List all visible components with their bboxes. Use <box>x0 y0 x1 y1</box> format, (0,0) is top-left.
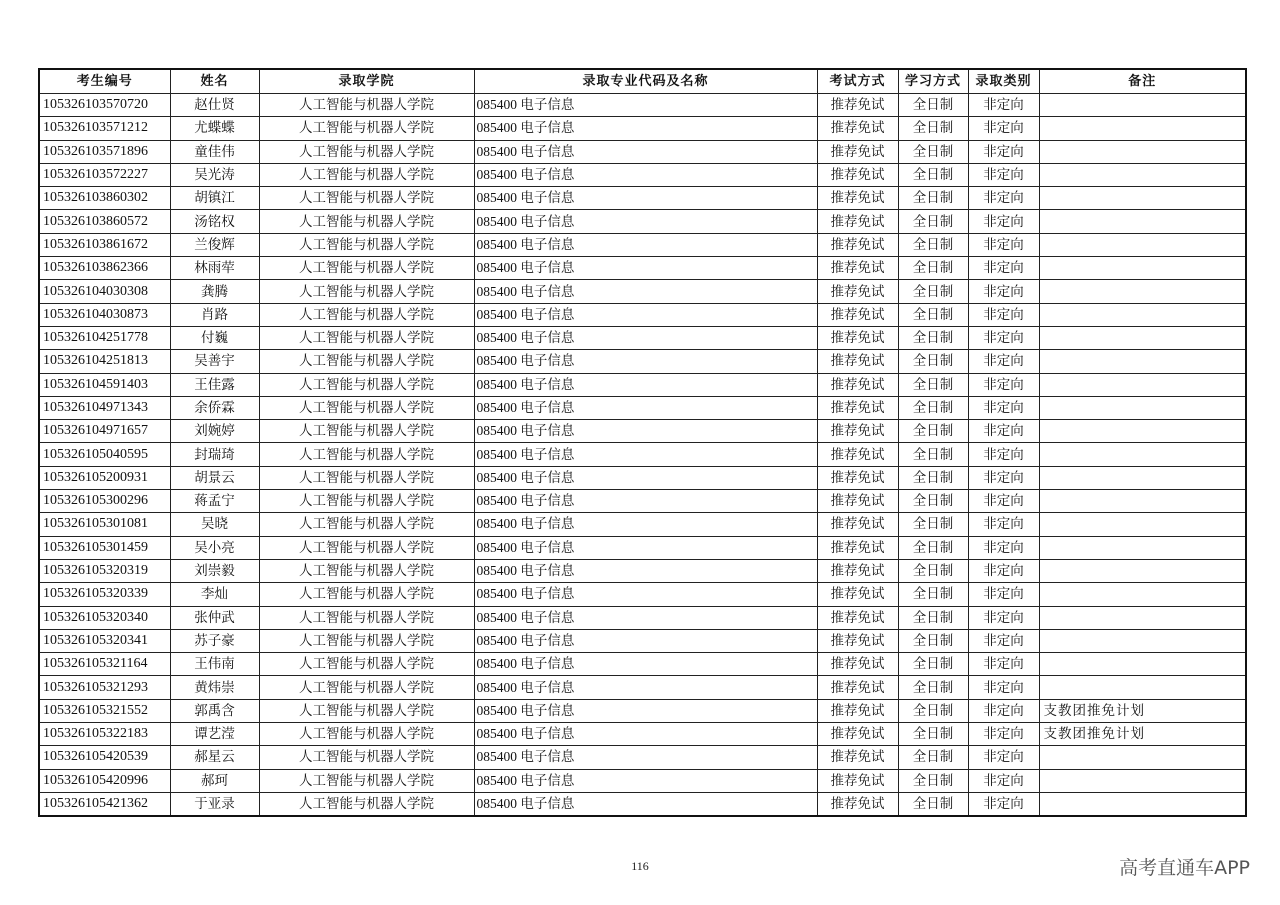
name-cell: 郭禹含 <box>170 699 259 722</box>
college-cell: 人工智能与机器人学院 <box>259 466 474 489</box>
table-row <box>39 280 1246 303</box>
candidate-id-cell: 105326105420996 <box>39 769 170 792</box>
college-cell: 人工智能与机器人学院 <box>259 490 474 513</box>
name-cell: 苏子豪 <box>170 629 259 652</box>
remarks-cell <box>1039 326 1246 349</box>
candidate-id-cell: 105326105301459 <box>39 536 170 559</box>
table-row <box>39 140 1246 163</box>
exam-type-cell: 推荐免试 <box>817 792 898 816</box>
table-row <box>39 676 1246 699</box>
exam-type-cell: 推荐免试 <box>817 326 898 349</box>
exam-type-cell: 推荐免试 <box>817 769 898 792</box>
candidate-id-cell: 105326104030308 <box>39 280 170 303</box>
name-cell: 黄炜崇 <box>170 676 259 699</box>
major-cell: 085400 电子信息 <box>474 466 817 489</box>
category-cell: 非定向 <box>968 420 1039 443</box>
category-cell: 非定向 <box>968 257 1039 280</box>
name-cell: 刘婉婷 <box>170 420 259 443</box>
exam-type-cell: 推荐免试 <box>817 723 898 746</box>
candidate-id-cell: 105326105420539 <box>39 746 170 769</box>
candidate-id-cell: 105326105320340 <box>39 606 170 629</box>
exam-type-cell: 推荐免试 <box>817 466 898 489</box>
college-cell: 人工智能与机器人学院 <box>259 536 474 559</box>
college-cell: 人工智能与机器人学院 <box>259 769 474 792</box>
category-cell: 非定向 <box>968 653 1039 676</box>
name-cell: 于亚录 <box>170 792 259 816</box>
header-category: 录取类别 <box>968 69 1039 94</box>
remarks-cell: 支教团推免计划 <box>1039 699 1246 722</box>
candidate-id-cell: 105326104251813 <box>39 350 170 373</box>
exam-type-cell: 推荐免试 <box>817 583 898 606</box>
name-cell: 郝星云 <box>170 746 259 769</box>
major-cell: 085400 电子信息 <box>474 769 817 792</box>
remarks-cell <box>1039 187 1246 210</box>
major-cell: 085400 电子信息 <box>474 629 817 652</box>
header-exam-type: 考试方式 <box>817 69 898 94</box>
remarks-cell <box>1039 466 1246 489</box>
candidate-id-cell: 105326103860572 <box>39 210 170 233</box>
candidate-id-cell: 105326103572227 <box>39 163 170 186</box>
remarks-cell <box>1039 303 1246 326</box>
header-remarks: 备注 <box>1039 69 1246 94</box>
candidate-id-cell: 105326105040595 <box>39 443 170 466</box>
table-row <box>39 420 1246 443</box>
study-mode-cell: 全日制 <box>898 140 968 163</box>
study-mode-cell: 全日制 <box>898 373 968 396</box>
major-cell: 085400 电子信息 <box>474 536 817 559</box>
table-row <box>39 233 1246 256</box>
major-cell: 085400 电子信息 <box>474 513 817 536</box>
category-cell: 非定向 <box>968 676 1039 699</box>
college-cell: 人工智能与机器人学院 <box>259 280 474 303</box>
study-mode-cell: 全日制 <box>898 629 968 652</box>
candidate-id-cell: 105326105321293 <box>39 676 170 699</box>
remarks-cell <box>1039 117 1246 140</box>
major-cell: 085400 电子信息 <box>474 653 817 676</box>
remarks-cell: 支教团推免计划 <box>1039 723 1246 746</box>
college-cell: 人工智能与机器人学院 <box>259 443 474 466</box>
remarks-cell <box>1039 373 1246 396</box>
table-row <box>39 490 1246 513</box>
remarks-cell <box>1039 443 1246 466</box>
category-cell: 非定向 <box>968 233 1039 256</box>
exam-type-cell: 推荐免试 <box>817 373 898 396</box>
study-mode-cell: 全日制 <box>898 350 968 373</box>
table-row <box>39 257 1246 280</box>
college-cell: 人工智能与机器人学院 <box>259 513 474 536</box>
remarks-cell <box>1039 559 1246 582</box>
candidate-id-cell: 105326105421362 <box>39 792 170 816</box>
college-cell: 人工智能与机器人学院 <box>259 420 474 443</box>
study-mode-cell: 全日制 <box>898 676 968 699</box>
remarks-cell <box>1039 583 1246 606</box>
candidate-id-cell: 105326105300296 <box>39 490 170 513</box>
category-cell: 非定向 <box>968 699 1039 722</box>
category-cell: 非定向 <box>968 466 1039 489</box>
category-cell: 非定向 <box>968 769 1039 792</box>
college-cell: 人工智能与机器人学院 <box>259 606 474 629</box>
exam-type-cell: 推荐免试 <box>817 443 898 466</box>
name-cell: 童佳伟 <box>170 140 259 163</box>
name-cell: 吴光涛 <box>170 163 259 186</box>
candidate-id-cell: 105326105301081 <box>39 513 170 536</box>
candidate-id-cell: 105326104030873 <box>39 303 170 326</box>
name-cell: 王佳露 <box>170 373 259 396</box>
major-cell: 085400 电子信息 <box>474 396 817 419</box>
table-row <box>39 723 1246 746</box>
name-cell: 王伟南 <box>170 653 259 676</box>
table-row <box>39 769 1246 792</box>
exam-type-cell: 推荐免试 <box>817 140 898 163</box>
table-row <box>39 94 1246 117</box>
exam-type-cell: 推荐免试 <box>817 746 898 769</box>
major-cell: 085400 电子信息 <box>474 676 817 699</box>
candidate-id-cell: 105326103860302 <box>39 187 170 210</box>
name-cell: 胡景云 <box>170 466 259 489</box>
exam-type-cell: 推荐免试 <box>817 420 898 443</box>
table-row <box>39 606 1246 629</box>
major-cell: 085400 电子信息 <box>474 163 817 186</box>
study-mode-cell: 全日制 <box>898 396 968 419</box>
exam-type-cell: 推荐免试 <box>817 163 898 186</box>
candidate-id-cell: 105326105320319 <box>39 559 170 582</box>
category-cell: 非定向 <box>968 373 1039 396</box>
name-cell: 郝珂 <box>170 769 259 792</box>
candidate-id-cell: 105326104591403 <box>39 373 170 396</box>
college-cell: 人工智能与机器人学院 <box>259 117 474 140</box>
study-mode-cell: 全日制 <box>898 559 968 582</box>
college-cell: 人工智能与机器人学院 <box>259 140 474 163</box>
college-cell: 人工智能与机器人学院 <box>259 746 474 769</box>
candidate-id-cell: 105326105320341 <box>39 629 170 652</box>
name-cell: 刘崇毅 <box>170 559 259 582</box>
exam-type-cell: 推荐免试 <box>817 536 898 559</box>
study-mode-cell: 全日制 <box>898 257 968 280</box>
category-cell: 非定向 <box>968 792 1039 816</box>
remarks-cell <box>1039 769 1246 792</box>
table-row <box>39 536 1246 559</box>
exam-type-cell: 推荐免试 <box>817 233 898 256</box>
college-cell: 人工智能与机器人学院 <box>259 373 474 396</box>
table-row <box>39 326 1246 349</box>
study-mode-cell: 全日制 <box>898 466 968 489</box>
name-cell: 李灿 <box>170 583 259 606</box>
study-mode-cell: 全日制 <box>898 723 968 746</box>
table-row <box>39 350 1246 373</box>
college-cell: 人工智能与机器人学院 <box>259 583 474 606</box>
study-mode-cell: 全日制 <box>898 117 968 140</box>
remarks-cell <box>1039 490 1246 513</box>
college-cell: 人工智能与机器人学院 <box>259 792 474 816</box>
exam-type-cell: 推荐免试 <box>817 490 898 513</box>
exam-type-cell: 推荐免试 <box>817 396 898 419</box>
remarks-cell <box>1039 163 1246 186</box>
major-cell: 085400 电子信息 <box>474 117 817 140</box>
exam-type-cell: 推荐免试 <box>817 94 898 117</box>
name-cell: 汤铭权 <box>170 210 259 233</box>
major-cell: 085400 电子信息 <box>474 583 817 606</box>
category-cell: 非定向 <box>968 94 1039 117</box>
exam-type-cell: 推荐免试 <box>817 280 898 303</box>
college-cell: 人工智能与机器人学院 <box>259 187 474 210</box>
major-cell: 085400 电子信息 <box>474 792 817 816</box>
college-cell: 人工智能与机器人学院 <box>259 676 474 699</box>
category-cell: 非定向 <box>968 536 1039 559</box>
candidate-id-cell: 105326105321552 <box>39 699 170 722</box>
table-row <box>39 163 1246 186</box>
major-cell: 085400 电子信息 <box>474 606 817 629</box>
remarks-cell <box>1039 280 1246 303</box>
major-cell: 085400 电子信息 <box>474 350 817 373</box>
candidate-id-cell: 105326103861672 <box>39 233 170 256</box>
remarks-cell <box>1039 210 1246 233</box>
study-mode-cell: 全日制 <box>898 653 968 676</box>
remarks-cell <box>1039 257 1246 280</box>
remarks-cell <box>1039 140 1246 163</box>
category-cell: 非定向 <box>968 303 1039 326</box>
major-cell: 085400 电子信息 <box>474 303 817 326</box>
study-mode-cell: 全日制 <box>898 233 968 256</box>
study-mode-cell: 全日制 <box>898 583 968 606</box>
study-mode-cell: 全日制 <box>898 326 968 349</box>
remarks-cell <box>1039 513 1246 536</box>
major-cell: 085400 电子信息 <box>474 233 817 256</box>
header-name: 姓名 <box>170 69 259 94</box>
remarks-cell <box>1039 676 1246 699</box>
table-row <box>39 746 1246 769</box>
remarks-cell <box>1039 629 1246 652</box>
major-cell: 085400 电子信息 <box>474 490 817 513</box>
category-cell: 非定向 <box>968 140 1039 163</box>
table-header-row <box>39 69 1246 94</box>
exam-type-cell: 推荐免试 <box>817 187 898 210</box>
candidate-id-cell: 105326103571212 <box>39 117 170 140</box>
major-cell: 085400 电子信息 <box>474 746 817 769</box>
major-cell: 085400 电子信息 <box>474 559 817 582</box>
candidate-id-cell: 105326103571896 <box>39 140 170 163</box>
remarks-cell <box>1039 746 1246 769</box>
header-candidate-id: 考生编号 <box>39 69 170 94</box>
name-cell: 封瑞琦 <box>170 443 259 466</box>
header-study-mode: 学习方式 <box>898 69 968 94</box>
major-cell: 085400 电子信息 <box>474 443 817 466</box>
category-cell: 非定向 <box>968 396 1039 419</box>
name-cell: 吴善宇 <box>170 350 259 373</box>
study-mode-cell: 全日制 <box>898 536 968 559</box>
name-cell: 付巍 <box>170 326 259 349</box>
college-cell: 人工智能与机器人学院 <box>259 233 474 256</box>
college-cell: 人工智能与机器人学院 <box>259 699 474 722</box>
category-cell: 非定向 <box>968 350 1039 373</box>
category-cell: 非定向 <box>968 187 1039 210</box>
category-cell: 非定向 <box>968 443 1039 466</box>
name-cell: 肖路 <box>170 303 259 326</box>
name-cell: 吴小亮 <box>170 536 259 559</box>
study-mode-cell: 全日制 <box>898 94 968 117</box>
candidate-id-cell: 105326105322183 <box>39 723 170 746</box>
college-cell: 人工智能与机器人学院 <box>259 559 474 582</box>
major-cell: 085400 电子信息 <box>474 373 817 396</box>
study-mode-cell: 全日制 <box>898 420 968 443</box>
study-mode-cell: 全日制 <box>898 746 968 769</box>
header-college: 录取学院 <box>259 69 474 94</box>
table-row <box>39 466 1246 489</box>
category-cell: 非定向 <box>968 280 1039 303</box>
study-mode-cell: 全日制 <box>898 163 968 186</box>
college-cell: 人工智能与机器人学院 <box>259 653 474 676</box>
name-cell: 谭艺滢 <box>170 723 259 746</box>
major-cell: 085400 电子信息 <box>474 257 817 280</box>
study-mode-cell: 全日制 <box>898 443 968 466</box>
table-row <box>39 210 1246 233</box>
candidate-id-cell: 105326104971657 <box>39 420 170 443</box>
exam-type-cell: 推荐免试 <box>817 676 898 699</box>
candidate-id-cell: 105326103570720 <box>39 94 170 117</box>
category-cell: 非定向 <box>968 629 1039 652</box>
exam-type-cell: 推荐免试 <box>817 699 898 722</box>
major-cell: 085400 电子信息 <box>474 420 817 443</box>
category-cell: 非定向 <box>968 210 1039 233</box>
major-cell: 085400 电子信息 <box>474 723 817 746</box>
name-cell: 赵仕贤 <box>170 94 259 117</box>
college-cell: 人工智能与机器人学院 <box>259 326 474 349</box>
candidate-id-cell: 105326105320339 <box>39 583 170 606</box>
admission-table <box>38 68 1247 817</box>
table-row <box>39 513 1246 536</box>
candidate-id-cell: 105326105321164 <box>39 653 170 676</box>
watermark: 高考直通车APP <box>1119 857 1250 879</box>
major-cell: 085400 电子信息 <box>474 280 817 303</box>
name-cell: 吴晓 <box>170 513 259 536</box>
name-cell: 蒋孟宁 <box>170 490 259 513</box>
college-cell: 人工智能与机器人学院 <box>259 257 474 280</box>
exam-type-cell: 推荐免试 <box>817 303 898 326</box>
exam-type-cell: 推荐免试 <box>817 117 898 140</box>
study-mode-cell: 全日制 <box>898 490 968 513</box>
exam-type-cell: 推荐免试 <box>817 513 898 536</box>
study-mode-cell: 全日制 <box>898 513 968 536</box>
college-cell: 人工智能与机器人学院 <box>259 94 474 117</box>
exam-type-cell: 推荐免试 <box>817 653 898 676</box>
table-row <box>39 443 1246 466</box>
college-cell: 人工智能与机器人学院 <box>259 629 474 652</box>
name-cell: 尤蝶蝶 <box>170 117 259 140</box>
name-cell: 余侨霖 <box>170 396 259 419</box>
exam-type-cell: 推荐免试 <box>817 606 898 629</box>
college-cell: 人工智能与机器人学院 <box>259 396 474 419</box>
candidate-id-cell: 105326104971343 <box>39 396 170 419</box>
table-row <box>39 559 1246 582</box>
remarks-cell <box>1039 792 1246 816</box>
college-cell: 人工智能与机器人学院 <box>259 303 474 326</box>
study-mode-cell: 全日制 <box>898 210 968 233</box>
college-cell: 人工智能与机器人学院 <box>259 163 474 186</box>
name-cell: 龚腾 <box>170 280 259 303</box>
remarks-cell <box>1039 606 1246 629</box>
table-row <box>39 792 1246 816</box>
candidate-id-cell: 105326103862366 <box>39 257 170 280</box>
table-row <box>39 583 1246 606</box>
remarks-cell <box>1039 396 1246 419</box>
table-row <box>39 653 1246 676</box>
name-cell: 林雨荦 <box>170 257 259 280</box>
name-cell: 兰俊辉 <box>170 233 259 256</box>
category-cell: 非定向 <box>968 490 1039 513</box>
category-cell: 非定向 <box>968 163 1039 186</box>
study-mode-cell: 全日制 <box>898 280 968 303</box>
major-cell: 085400 电子信息 <box>474 326 817 349</box>
major-cell: 085400 电子信息 <box>474 140 817 163</box>
category-cell: 非定向 <box>968 559 1039 582</box>
college-cell: 人工智能与机器人学院 <box>259 723 474 746</box>
table-row <box>39 629 1246 652</box>
table-row <box>39 303 1246 326</box>
remarks-cell <box>1039 536 1246 559</box>
table-body <box>39 94 1246 817</box>
major-cell: 085400 电子信息 <box>474 187 817 210</box>
remarks-cell <box>1039 420 1246 443</box>
page-number: 116 <box>631 859 649 873</box>
major-cell: 085400 电子信息 <box>474 699 817 722</box>
category-cell: 非定向 <box>968 723 1039 746</box>
category-cell: 非定向 <box>968 746 1039 769</box>
exam-type-cell: 推荐免试 <box>817 629 898 652</box>
table-row <box>39 373 1246 396</box>
college-cell: 人工智能与机器人学院 <box>259 210 474 233</box>
exam-type-cell: 推荐免试 <box>817 210 898 233</box>
exam-type-cell: 推荐免试 <box>817 257 898 280</box>
name-cell: 张仲武 <box>170 606 259 629</box>
remarks-cell <box>1039 233 1246 256</box>
exam-type-cell: 推荐免试 <box>817 559 898 582</box>
header-major: 录取专业代码及名称 <box>474 69 817 94</box>
category-cell: 非定向 <box>968 326 1039 349</box>
candidate-id-cell: 105326104251778 <box>39 326 170 349</box>
study-mode-cell: 全日制 <box>898 699 968 722</box>
major-cell: 085400 电子信息 <box>474 94 817 117</box>
remarks-cell <box>1039 653 1246 676</box>
table-row <box>39 699 1246 722</box>
remarks-cell <box>1039 94 1246 117</box>
category-cell: 非定向 <box>968 606 1039 629</box>
study-mode-cell: 全日制 <box>898 792 968 816</box>
remarks-cell <box>1039 350 1246 373</box>
college-cell: 人工智能与机器人学院 <box>259 350 474 373</box>
table-row <box>39 187 1246 210</box>
study-mode-cell: 全日制 <box>898 606 968 629</box>
name-cell: 胡镇江 <box>170 187 259 210</box>
study-mode-cell: 全日制 <box>898 769 968 792</box>
candidate-id-cell: 105326105200931 <box>39 466 170 489</box>
study-mode-cell: 全日制 <box>898 303 968 326</box>
category-cell: 非定向 <box>968 583 1039 606</box>
category-cell: 非定向 <box>968 117 1039 140</box>
study-mode-cell: 全日制 <box>898 187 968 210</box>
major-cell: 085400 电子信息 <box>474 210 817 233</box>
exam-type-cell: 推荐免试 <box>817 350 898 373</box>
table-row <box>39 396 1246 419</box>
table-row <box>39 117 1246 140</box>
category-cell: 非定向 <box>968 513 1039 536</box>
